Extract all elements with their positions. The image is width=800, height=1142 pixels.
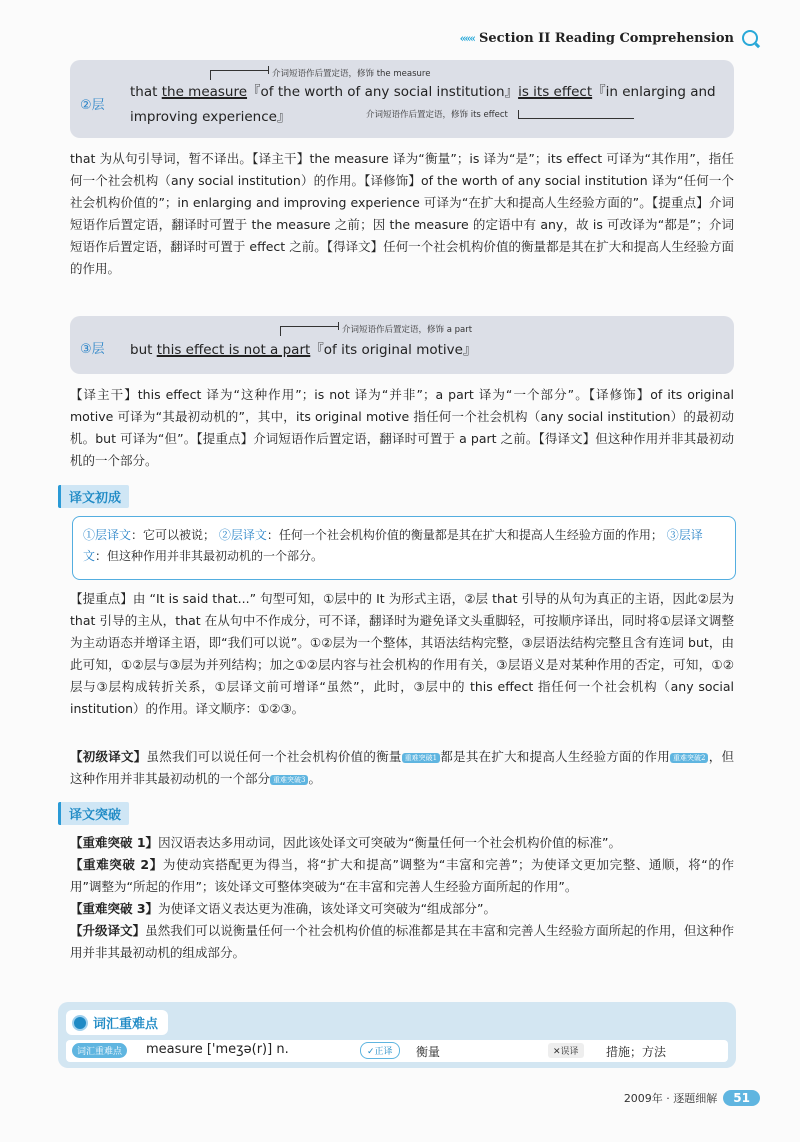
layer1-translation-label: ①层译文	[83, 528, 132, 542]
section-title-breakthrough: 译文突破	[58, 802, 129, 825]
draft-translation-box: ①层译文：它可以被说； ②层译文：任何一个社会机构价值的衡量都是其在扩大和提高人生经验方面的作用； ③层译文：但这种作用并非其最初动机的一个部分。	[72, 516, 736, 580]
vocab-tag: 词汇重难点	[72, 1043, 127, 1058]
section-title-draft: 译文初成	[58, 485, 129, 508]
bracket-tick	[338, 322, 339, 330]
layer3-sentence: but this effect is not a part『of its original motive』	[130, 342, 477, 358]
bracket-tick	[280, 326, 281, 336]
vocab-title: 词汇重难点	[66, 1010, 168, 1035]
vocab-box	[58, 1002, 736, 1068]
vocab-word: measure ['meʒə(r)] n.	[146, 1042, 289, 1057]
correct-translation: 衡量	[416, 1045, 441, 1059]
breakthrough-1: 【重难突破 1】因汉语表达多用动词，因此该处译文可突破为“衡量任何一个社会机构价值的标准”。	[70, 835, 622, 850]
bracket-line	[210, 70, 268, 71]
gear-icon	[72, 1015, 88, 1031]
vocab-row	[66, 1040, 728, 1062]
bracket-tick	[518, 110, 519, 118]
header-title: Section II Reading Comprehension	[479, 30, 734, 46]
annotation-top: 介词短语作后置定语，修饰 a part	[342, 325, 473, 335]
layer2-sentence-line2: improving experience』	[130, 109, 291, 125]
footer-label: 2009年 · 逐题细解	[623, 1092, 718, 1105]
paragraph-4: 【初级译文】虽然我们可以说任何一个社会机构价值的衡量 重难突破1 都是其在扩大和提高人生经验方面的作用 重难突破2 ，但这种作用并非其最初动机的一个部分 重难突破3 。	[70, 749, 734, 786]
annotation-bottom: 介词短语作后置定语，修饰 its effect	[366, 110, 508, 120]
layer2-box	[70, 60, 734, 138]
bracket-tick	[210, 70, 211, 80]
break-tag-1: 重难突破1	[402, 753, 440, 763]
layer3-translation-label: ③层译文	[83, 528, 703, 563]
paragraph-5	[70, 832, 734, 964]
chevrons-icon: ‹‹‹‹‹‹	[459, 31, 474, 45]
layer2-label: ②层	[80, 98, 105, 113]
paragraph-2: 【译主干】this effect 译为“这种作用”；is not 译为“并非”；a part 译为“一个部分”。【译修饰】of its original motive 可译为“其最初动机的”，其中，its original motive 指任何一个社会机构（any social institution）的最初动机。but 可译为“但”。【提重点】介词短语作后置定语，翻译时可置于 a part 之前。【得译文】但这种作用并非其最初动机的一个部分。	[70, 387, 734, 468]
wrong-translation-tag: ✕误译	[548, 1043, 584, 1058]
paragraph-3: 【提重点】由 “It is said that...” 句型可知，①层中的 It 为形式主语，②层 that 引导的从句为真正的主语，因此②层为 that 引导的主从，that 在从句中不作成分，可不译，翻译时为避免译文头重脚轻，可按顺序译出，同时将①层译文调整为主动语态并增译主语，即“我们可以说”。①②层为一个整体，其语法结构完整，③层语法结构完整且含有连词 but，由此可知，①②层与③层为并列结构；加之①②层内容与社会机构的作用有关，③层语义是对某种作用的否定，可知，①②层与③层构成转折关系，①层译文前可增译“虽然”，此时，③层中的 this effect 指任何一个社会机构（any social institution）的作用。译文顺序：①②③。	[70, 591, 734, 716]
break-tag-3: 重难突破3	[270, 775, 308, 785]
bracket-line	[280, 326, 338, 327]
wrong-translation: 措施；方法	[606, 1045, 667, 1059]
correct-translation-tag: ✓正译	[360, 1042, 400, 1059]
layer2-translation-label: ②层译文	[218, 528, 267, 542]
bracket-line	[518, 118, 634, 119]
breakthrough-2: 【重难突破 2】为使动宾搭配更为得当，将“扩大和提高”调整为“丰富和完善”；为使译文更加完整、通顺，将“的作用”调整为“所起的作用”；该处译文可整体突破为“在丰富和完善人生经验方面所起的作用”。	[70, 857, 734, 894]
layer3-label: ③层	[80, 342, 105, 357]
search-icon[interactable]	[742, 30, 758, 46]
break-tag-2: 重难突破2	[670, 753, 708, 763]
initial-translation-label: 【初级译文】	[70, 749, 147, 764]
paragraph-1: that 为从句引导词，暂不译出。【译主干】the measure 译为“衡量”；is 译为“是”；its effect 可译为“其作用”，指任何一个社会机构（any social institution）的作用。【译修饰】of the worth of any social institution 译为“任何一个社会机构价值的”；in enlarging and improving experience 可译为“在扩大和提高人生经验方面的”。【提重点】介词短语作后置定语，翻译时可置于 the measure 之前；因 the measure 的定语中有 any，故 is 可改译为“都是”；介词短语作后置定语，翻译时可置于 effect 之前。【得译文】任何一个社会机构价值的衡量都是其在扩大和提高人生经验方面的作用。	[70, 151, 734, 276]
layer3-box	[70, 316, 734, 374]
header	[460, 30, 758, 46]
upgraded-translation: 【升级译文】虽然我们可以说衡量任何一个社会机构价值的标准都是其在丰富和完善人生经验方面所起的作用，但这种作用并非其最初动机的组成部分。	[70, 923, 734, 960]
footer	[624, 1090, 760, 1106]
page-number: 51	[723, 1090, 760, 1106]
bracket-tick	[268, 66, 269, 74]
breakthrough-3: 【重难突破 3】为使译文语义表达更为准确，该处译文可突破为“组成部分”。	[70, 901, 497, 916]
layer2-sentence-line1: that the measure『of the worth of any social institution』is its effect『in enlarging and	[130, 84, 716, 100]
annotation-top: 介词短语作后置定语，修饰 the measure	[272, 69, 431, 79]
